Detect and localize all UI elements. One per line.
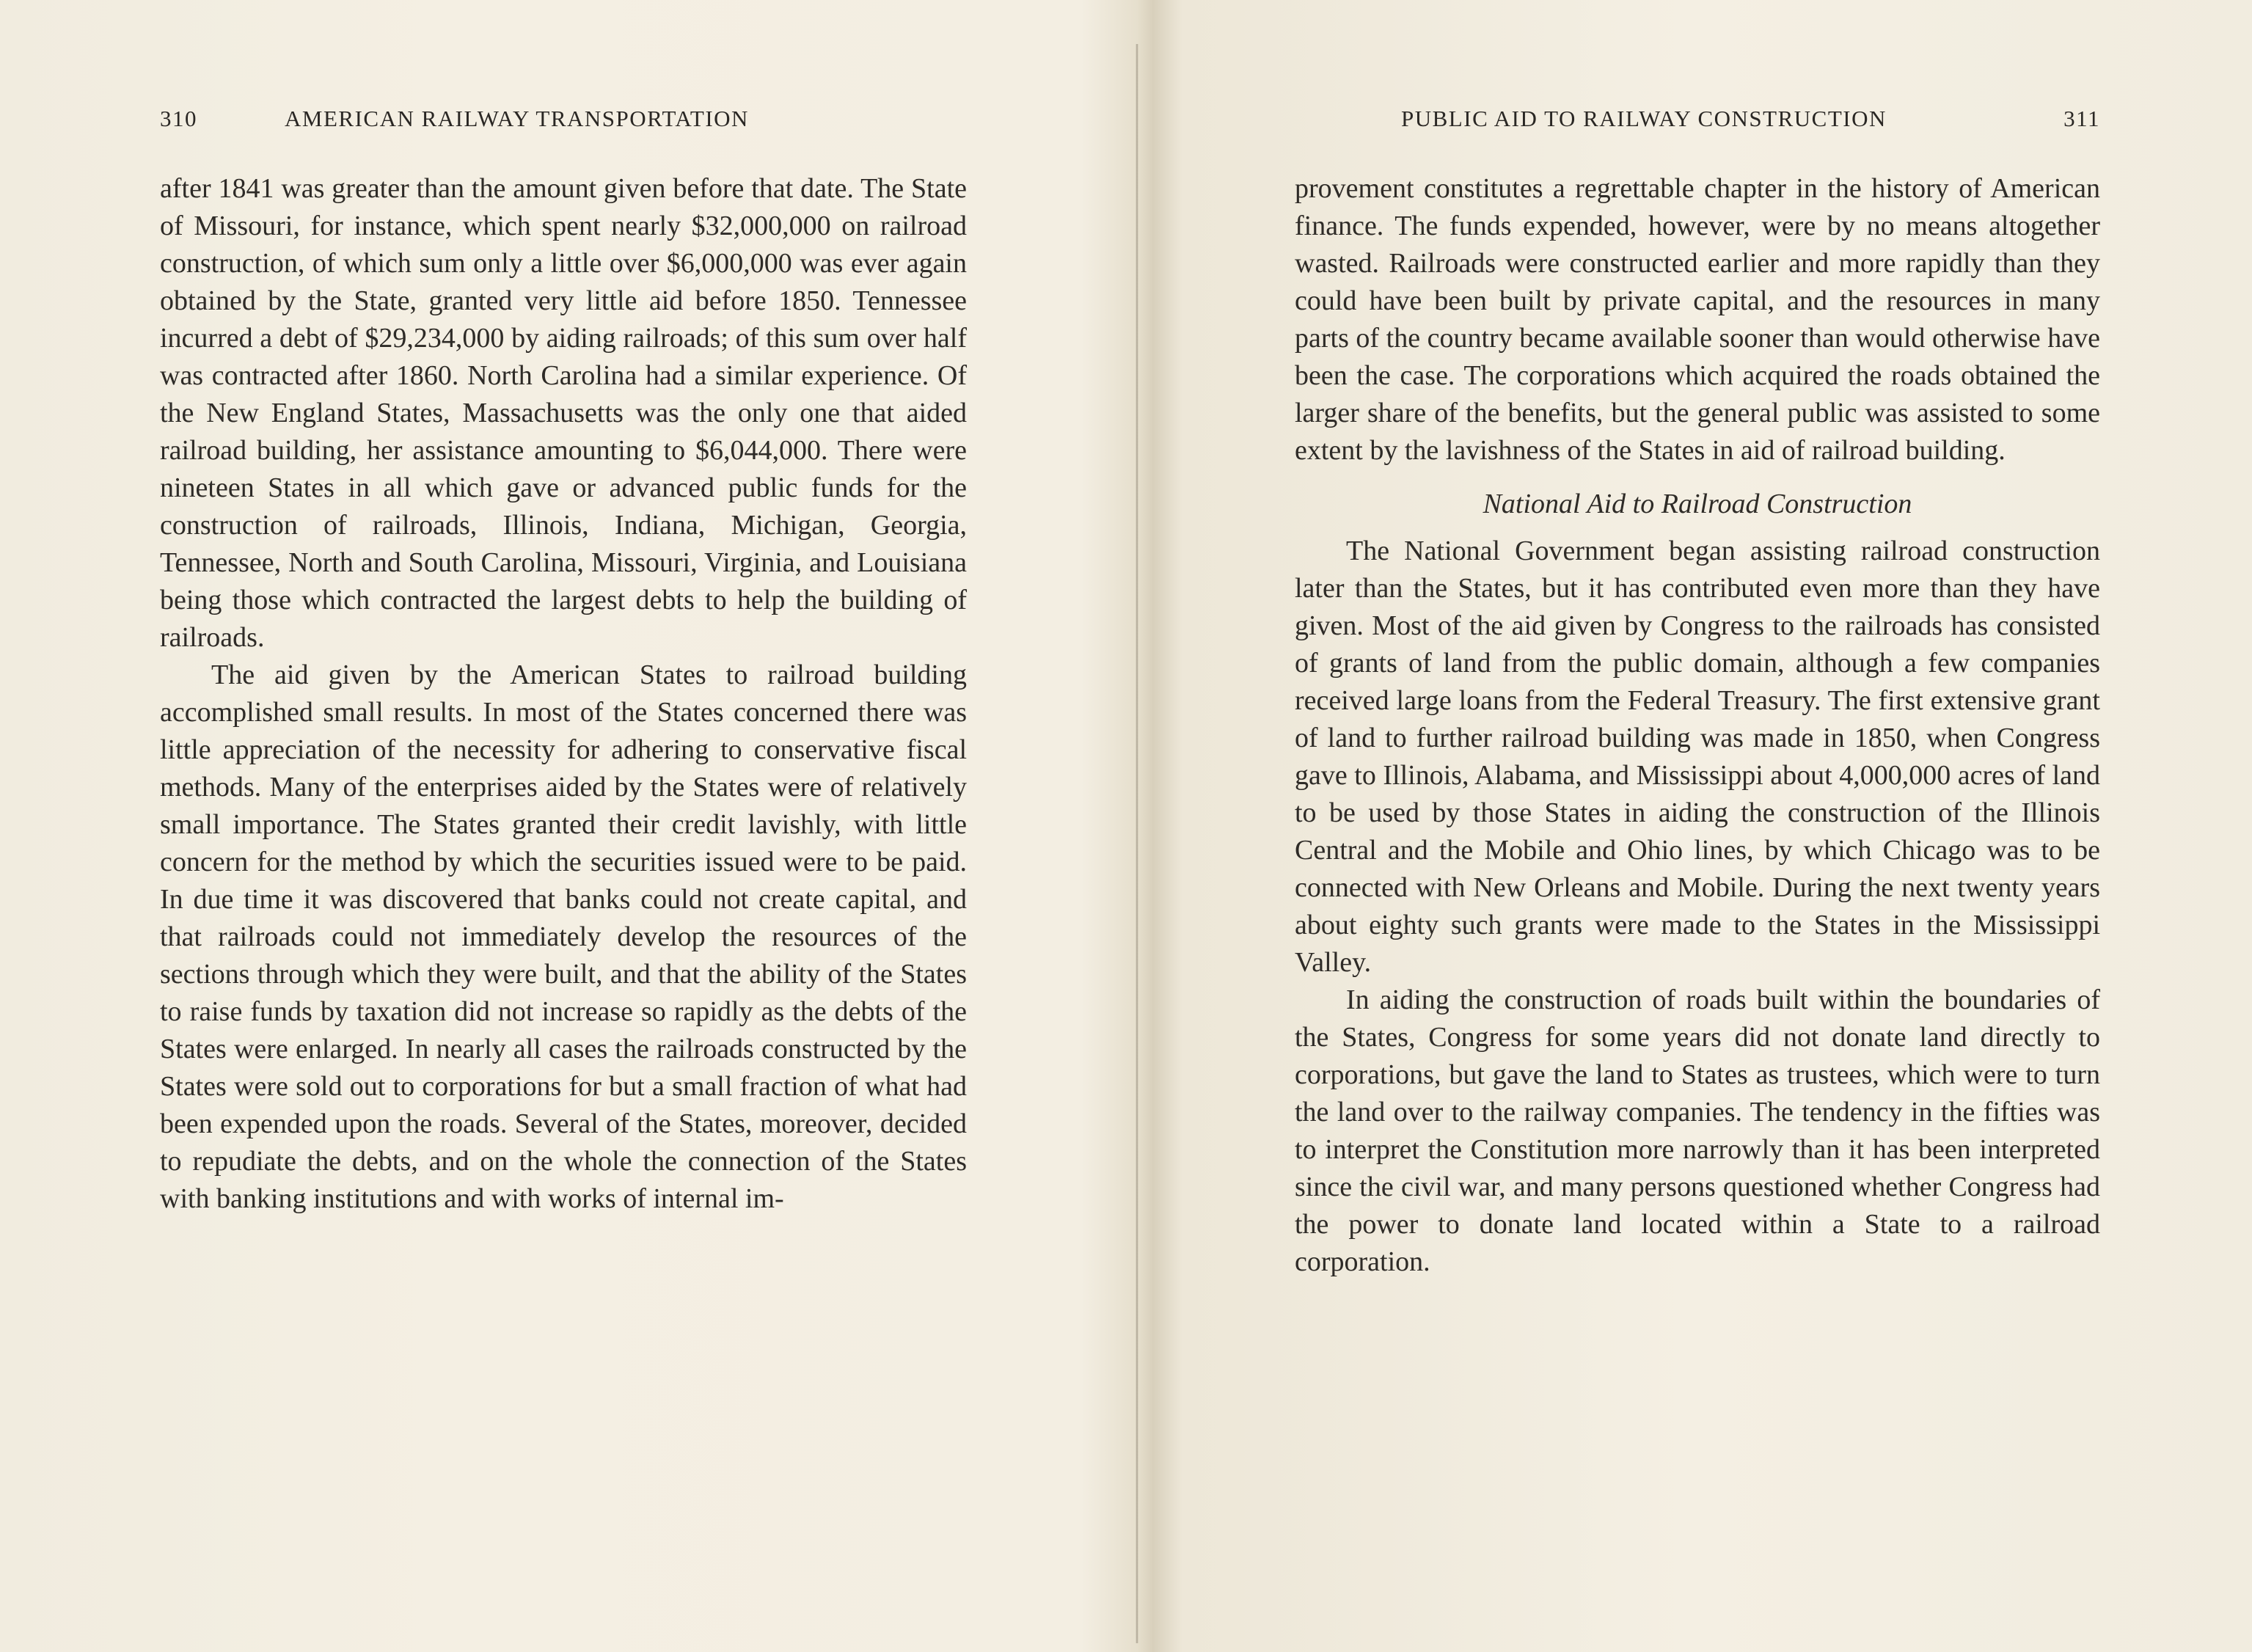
left-running-title: AMERICAN RAILWAY TRANSPORTATION (285, 106, 749, 131)
right-paragraph-1: provement constitutes a regrettable chapter in the history of American finance. The funds expended, however, were by no means altogether wasted. Railroads were constructed earlier and more rapidly than they could have been built by private capital, and the resources in many parts of the country became available sooner than would otherwise have been the case. The corporations which acquired the roads obtained the larger share of the benefits, but the general public was assisted to some extent by the lavishness of the States in aid of railroad building. (1295, 173, 2100, 466)
book-gutter (1136, 44, 1138, 1643)
right-paragraph-3: In aiding the construction of roads built within the boundaries of the States, Congress for some years did not donate land directly to corporations, but gave the land to States as trustees, which were to turn the land over to the railway companies. The tendency in the fifties was to interpret the Constitution more narrowly than it has been interpreted since the civil war, and many persons questioned whether Congress had the power to donate land located within a State to a railroad corporation. (1295, 984, 2100, 1277)
left-page (160, 0, 967, 1652)
right-page-number: 311 (2063, 106, 2100, 131)
right-running-head (1295, 106, 2100, 138)
left-page-body (160, 170, 967, 1218)
right-page-body (1295, 170, 2100, 1281)
left-paragraph-1: after 1841 was greater than the amount given before that date. The State of Missouri, for instance, which spent nearly $32,000,000 on railroad construction, of which sum only a little over $6,000,000 was ever again obtained by the State, granted very little aid before 1850. Tennessee incurred a debt of $29,234,000 by aiding railroads; of this sum over half was contracted after 1860. North Carolina had a similar experience. Of the New England States, Massachusetts was the only one that aided railroad building, her assistance amounting to $6,044,000. There were nineteen States in all which gave or advanced public funds for the construction of railroads, Illinois, Indiana, Michigan, Georgia, Tennessee, North and South Carolina, Missouri, Virginia, and Louisiana being those which contracted the largest debts to help the building of railroads. (160, 173, 967, 653)
right-page (1295, 0, 2100, 1652)
section-heading: National Aid to Railroad Construction (1483, 489, 1912, 519)
right-running-title: PUBLIC AID TO RAILWAY CONSTRUCTION (1401, 106, 1887, 131)
left-running-head (160, 106, 967, 138)
left-paragraph-2: The aid given by the American States to railroad building accomplished small results. In most of the States concerned there was little appreciation of the necessity for adhering to conservative fiscal methods. Many of the enterprises aided by the States were of relatively small importance. The States granted their credit lavishly, with little concern for the method by which the securities issued were to be paid. In due time it was discovered that banks could not create capital, and that railroads could not immediately develop the resources of the sections through which they were built, and that the ability of the States to raise funds by taxation did not increase so rapidly as the debts of the States were enlarged. In nearly all cases the railroads constructed by the States were sold out to corporations for but a small fraction of what had been expended upon the roads. Several of the States, moreover, decided to repudiate the debts, and on the whole the connection of the States with banking institutions and with works of internal im- (160, 659, 967, 1214)
right-paragraph-2: The National Government began assisting railroad construction later than the States, but it has contributed even more than they have given. Most of the aid given by Congress to the railroads has consisted of grants of land from the public domain, although a few companies received large loans from the Federal Treasury. The first extensive grant of land to further railroad building was made in 1850, when Congress gave to Illinois, Alabama, and Mississippi about 4,000,000 acres of land to be used by those States in aiding the construction of the Illinois Central and the Mobile and Ohio lines, by which Chicago was to be connected with New Orleans and Mobile. During the next twenty years about eighty such grants were made to the States in the Mississippi Valley. (1295, 536, 2100, 978)
left-page-number: 310 (160, 106, 197, 131)
